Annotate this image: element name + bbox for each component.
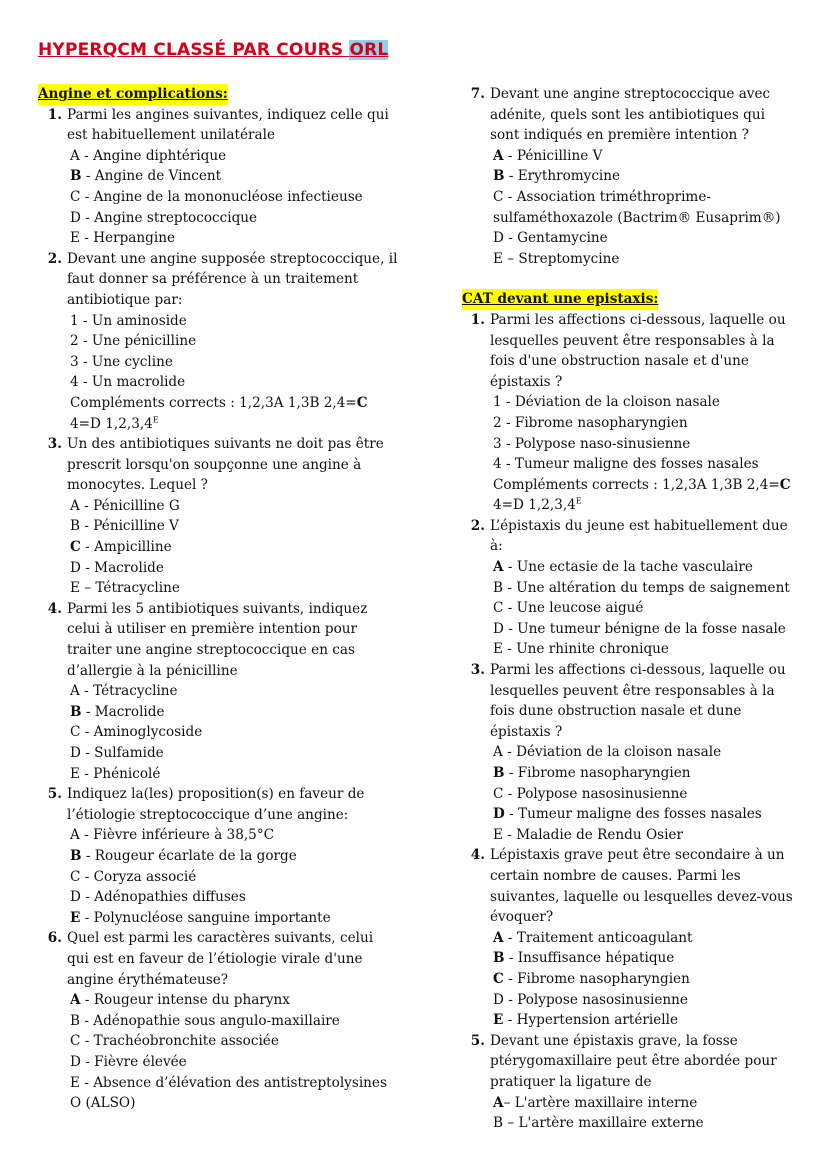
option-text: Une tumeur bénigne de la fosse nasale [517,620,786,637]
answer-option [67,846,398,867]
option-text: Angine de la mononucléose infectieuse [93,188,363,205]
option-text: Fièvre élevée [94,1053,187,1070]
combination-key [67,393,398,434]
option-text: Déviation de la cloison nasale [516,744,722,761]
option-text: Tétracycline [93,683,178,700]
option-separator: - [502,826,517,843]
answer-option [490,784,797,805]
combination-text: 4=D 1,2,3,4 [493,497,576,514]
option-text: Gentamycine [517,230,608,247]
option-separator: - [501,456,515,473]
question-body [67,599,398,784]
option-separator: - [79,497,94,514]
question-text: Parmi les affections ci-dessous, laquelle ou lesquelles peuvent être responsables à la fois dune obstruction nasale et dune épistaxis ? [490,662,786,740]
option-letter: A [70,683,80,700]
option-letter: 2 [493,414,502,431]
question-body [490,310,797,516]
question [462,516,797,660]
option-text: Polynucléose sanguine importante [93,909,331,926]
answer-option [67,1052,398,1073]
question-list-angine [38,105,398,1114]
option-separator: - [503,230,518,247]
answer-option [490,392,797,413]
option-text: Polypose nasosinusienne [517,991,688,1008]
option-letter: B [70,518,80,535]
option-text: Rougeur écarlate de la gorge [94,847,297,864]
combination-text: 4=D 1,2,3,4 [70,415,153,432]
combination-text: Compléments corrects : 1,2,3A 1,3B 2,4= [493,476,780,493]
question-text: L’épistaxis du jeune est habituellement due à: [490,517,788,555]
option-letter: E [493,1012,504,1029]
answer-option [490,557,797,578]
option-separator: - [503,600,517,617]
option-letter: 2 [70,333,79,350]
question [462,310,797,516]
option-text: Pénicilline V [93,518,179,535]
option-text: Fibrome nasopharyngien [517,765,691,781]
option-separator: - [502,744,517,761]
question [462,84,797,269]
option-letter: E [493,826,503,843]
answer-option [490,639,797,660]
question [38,928,398,1113]
answer-option [490,804,797,825]
answer-option [490,928,797,949]
answer-option [67,372,398,393]
question-number: 3. [470,662,485,679]
option-separator: - [78,312,92,329]
option-separator: - [80,539,95,556]
option-separator: - [504,765,518,781]
question-7 [462,84,797,269]
option-letter: E [70,909,81,926]
answer-option [490,578,797,599]
option-letter: D [493,230,504,247]
answer-option [67,702,398,723]
option-separator: - [501,414,515,431]
option-separator: - [503,970,518,987]
option-text: Un aminoside [91,312,187,329]
option-letter: B [493,1115,503,1132]
option-separator: - [79,230,94,247]
question-number: 5. [470,1032,485,1049]
option-letter: D [493,620,504,637]
option-letter: 1 [493,394,502,411]
option-letter: A [70,827,80,844]
answer-option [67,228,398,249]
answer-option [67,537,398,558]
option-separator: - [80,1053,95,1070]
option-letter: C [70,188,81,205]
option-text: Tumeur maligne des fosses nasales [514,456,759,473]
question-text: Indiquez la(les) proposition(s) en faveur de l’étiologie streptococcique d’une angine: [67,786,365,823]
question-body [67,434,398,599]
question-number: 1. [470,311,485,328]
answer-option [490,825,797,846]
option-text: L'artère maxillaire externe [518,1115,704,1132]
question-body [67,928,398,1113]
combination-text: Compléments corrects : 1,2,3A 1,3B 2,4= [70,394,357,411]
option-separator: - [504,950,518,967]
answer-option [67,825,398,846]
option-letter: E [70,580,80,597]
answer-option [490,1093,797,1114]
left-column [38,84,398,1114]
question-number: 3. [47,436,62,453]
option-letter: C [493,600,504,617]
option-separator: - [80,188,94,205]
option-text: Adénopathies diffuses [94,889,246,906]
option-text: Erythromycine [517,168,621,185]
answer-option [67,722,398,743]
question [38,105,398,249]
answer-option [490,228,797,249]
option-letter: C [493,785,504,802]
answer-option [67,516,398,537]
question [38,599,398,784]
option-letter: A [70,497,80,514]
option-separator: - [503,991,518,1008]
option-text: Une altération du temps de saignement [516,579,790,596]
option-text: Maladie de Rendu Osier [516,826,683,843]
answer-option [490,1113,797,1134]
option-separator: - [80,559,95,576]
option-separator: - [502,641,517,658]
question-text: Lépistaxis grave peut être secondaire à un certain nombre de causes. Parmi les suivantes, laquelle ou lesquelles devez-vous évoquer? [490,847,793,926]
option-separator: - [501,394,515,411]
option-letter: A [493,1094,504,1111]
option-separator: – [79,580,96,597]
option-letter: B [493,765,505,781]
option-letter: E [493,250,503,267]
option-separator: – [503,1094,515,1111]
option-text: Rougeur intense du pharynx [93,992,290,1009]
option-text: Fièvre inférieure à 38,5°C [93,827,275,844]
question-body [67,249,398,434]
option-separator: - [503,147,517,164]
option-separator: - [80,909,94,926]
option-separator: - [80,745,95,761]
answer-option [67,496,398,517]
option-letter: 4 [70,374,79,391]
option-letter: 1 [70,312,79,329]
option-separator: – [502,250,519,267]
question-text: Quel est parmi les caractères suivants, celui qui est en faveur de l’étiologie virale d'une angine érythémateuse? [67,930,374,988]
option-letter: D [493,806,505,823]
question [462,660,797,845]
question-text: Parmi les affections ci-dessous, laquelle ou lesquelles peuvent être responsables à la fois d'une obstruction nasale et d'une épistaxis ? [490,311,786,390]
option-text: Phénicolé [93,765,161,782]
answer-option [67,887,398,908]
question-body [490,1031,797,1134]
option-letter: D [70,889,81,906]
answer-option [490,249,797,270]
option-letter: B [493,950,505,967]
question [38,249,398,434]
option-letter: B [493,168,505,185]
option-text: Coryza associé [93,868,197,885]
option-letter: B [70,168,82,185]
question-number: 7. [470,86,485,102]
question-body [67,784,398,928]
option-text: Hypertension artérielle [516,1012,678,1029]
answer-option [67,331,398,352]
option-text: Pénicilline G [93,497,180,514]
option-text: Une cycline [91,353,173,370]
option-letter: B [70,847,82,864]
option-separator: - [79,683,94,700]
answer-option [67,764,398,785]
question-text: Devant une angine supposée streptococcique, il faut donner sa préférence à un traitement antibiotique par: [67,250,398,308]
option-letter: C [70,868,81,885]
option-letter: D [70,745,81,761]
option-text: Herpangine [93,230,175,247]
question-text: Devant une épistaxis grave, la fosse ptérygomaxillaire peut être abordée pour pratiquer la ligature de [490,1032,777,1090]
option-letter: A [493,929,504,946]
option-text: Sulfamide [94,745,164,761]
option-text: Traitement anticoagulant [516,929,693,946]
option-separator: - [80,209,95,226]
page-title [38,40,388,60]
option-text: Une pénicilline [91,333,197,350]
question [462,845,797,1030]
option-text: Déviation de la cloison nasale [514,394,720,411]
option-letter: A [493,559,504,576]
question-number: 6. [47,930,62,947]
option-separator: - [81,847,95,864]
answer-option [490,742,797,763]
option-letter: B [70,703,82,720]
option-text: Trachéobronchite associée [93,1033,279,1050]
combination-superscript: E [575,496,582,506]
answer-option [490,948,797,969]
question-number: 4. [470,847,485,864]
option-text: Streptomycine [518,250,620,267]
option-separator: - [501,435,515,452]
title-text: HYPERQCM CLASSÉ PAR COURS [38,40,350,60]
option-separator: - [81,703,95,720]
option-separator: - [79,765,94,782]
option-letter: B [70,1012,80,1029]
option-separator: - [79,1074,94,1091]
answer-option [490,969,797,990]
option-separator: - [503,620,518,637]
answer-option [67,146,398,167]
option-letter: A [493,147,504,164]
option-separator: - [81,168,95,185]
answer-option [490,166,797,187]
combination-key [490,475,797,516]
option-letter: D [70,1053,81,1070]
option-text: Tumeur maligne des fosses nasales [518,806,762,823]
option-text: Angine streptococcique [94,209,258,226]
option-separator: - [503,579,517,596]
option-letter: C [70,539,81,556]
combination-answer: C [356,394,368,411]
option-letter: C [493,188,504,205]
question-number: 2. [47,250,62,267]
option-separator: - [80,1012,94,1029]
spacer [462,269,797,289]
option-text: Ampicilline [94,539,172,556]
answer-option [490,413,797,434]
option-separator: - [80,1033,94,1050]
option-text: Fibrome nasopharyngien [514,414,688,431]
question-text: Un des antibiotiques suivants ne doit pas être prescrit lorsqu'on soupçonne une angine à monocytes. Lequel ? [67,436,384,494]
answer-option [67,1011,398,1032]
answer-option [67,311,398,332]
option-letter: E [70,230,80,247]
option-separator: - [78,333,92,350]
question-number: 1. [47,106,62,123]
option-text: Tétracycline [95,580,180,597]
option-separator: - [79,147,94,164]
option-separator: – [503,1115,519,1132]
answer-option [490,1010,797,1031]
answer-option [67,990,398,1011]
answer-option [67,166,398,187]
combination-superscript: E [152,414,159,424]
option-letter: C [493,970,504,987]
option-separator: - [80,724,94,741]
answer-option [490,763,797,784]
question-number: 5. [47,786,62,803]
question [462,1031,797,1134]
option-separator: - [503,785,517,802]
option-text: Une leucose aigué [516,600,644,617]
answer-option [67,867,398,888]
option-text: Aminoglycoside [93,724,203,741]
answer-option [490,990,797,1011]
option-text: Fibrome nasopharyngien [517,970,690,987]
option-text: Macrolide [94,559,164,576]
answer-option [490,619,797,640]
question-text: Parmi les angines suivantes, indiquez celle qui est habituellement unilatérale [67,106,389,144]
question [38,784,398,928]
question-body [490,660,797,845]
option-text: Association triméthroprime-sulfaméthoxazole (Bactrim® Eusaprim®) [493,188,781,226]
section-title-epistaxis: CAT devant une epistaxis: [462,289,658,310]
question-body [490,84,797,269]
option-letter: A [493,744,503,761]
answer-option [490,187,797,228]
option-separator: - [78,374,92,391]
answer-option [67,208,398,229]
answer-option [67,743,398,764]
option-letter: B [493,579,503,596]
option-separator: - [504,806,519,823]
option-letter: D [70,559,81,576]
question-body [490,516,797,660]
option-letter: A [70,147,80,164]
option-text: Un macrolide [91,374,186,391]
answer-option [490,454,797,475]
answer-option [67,1073,398,1114]
option-separator: - [80,518,94,535]
option-text: Insuffisance hépatique [517,950,675,967]
answer-option [67,558,398,579]
option-letter: 3 [493,435,502,452]
question [38,434,398,599]
option-text: Une ectasie de la tache vasculaire [516,559,753,576]
question-number: 4. [47,600,62,617]
option-text: Polypose naso-sinusienne [514,435,691,452]
answer-option [67,578,398,599]
option-text: Absence d’élévation des antistreptolysines O (ALSO) [70,1074,387,1112]
answer-option [67,681,398,702]
option-letter: D [493,991,504,1008]
option-separator: - [80,889,95,906]
option-letter: C [70,724,81,741]
option-separator: - [503,929,517,946]
option-separator: - [504,168,518,185]
title-highlight: ORL [349,40,389,60]
option-letter: 3 [70,353,79,370]
option-separator: - [79,827,94,844]
answer-option [67,352,398,373]
option-letter: A [70,992,81,1009]
option-letter: E [493,641,503,658]
question-list-epistaxis [462,310,797,1134]
option-letter: 4 [493,456,502,473]
option-text: Pénicilline V [516,147,603,164]
answer-option [67,1031,398,1052]
option-text: L'artère maxillaire interne [514,1094,698,1111]
option-separator: - [503,1012,517,1029]
option-text: Polypose nasosinusienne [516,785,688,802]
option-text: Angine diphtérique [93,147,227,164]
answer-option [67,908,398,929]
question-body [67,105,398,249]
option-text: Macrolide [94,703,165,720]
option-separator: - [503,559,517,576]
option-text: Angine de Vincent [94,168,222,185]
answer-option [490,434,797,455]
answer-option [67,187,398,208]
combination-answer: C [779,476,791,493]
option-letter: D [70,209,81,226]
option-separator: - [80,868,94,885]
option-separator: - [78,353,92,370]
option-letter: E [70,765,80,782]
question-number: 2. [470,517,485,534]
option-letter: E [70,1074,80,1091]
option-letter: C [70,1033,81,1050]
option-text: Une rhinite chronique [516,641,669,658]
answer-option [490,598,797,619]
option-text: Adénopathie sous angulo-maxillaire [93,1012,340,1029]
section-title-angine: Angine et complications: [38,84,228,105]
right-column [462,84,797,1134]
option-separator: - [503,188,517,205]
answer-option [490,146,797,167]
question-text: Devant une angine streptococcique avec adénite, quels sont les antibiotiques qui sont indiqués en première intention ? [490,86,771,144]
question-text: Parmi les 5 antibiotiques suivants, indiquez celui à utiliser en première intention pour traiter une angine streptococcique en cas d’allergie à la pénicilline [67,600,368,679]
option-separator: - [80,992,94,1009]
question-body [490,845,797,1030]
